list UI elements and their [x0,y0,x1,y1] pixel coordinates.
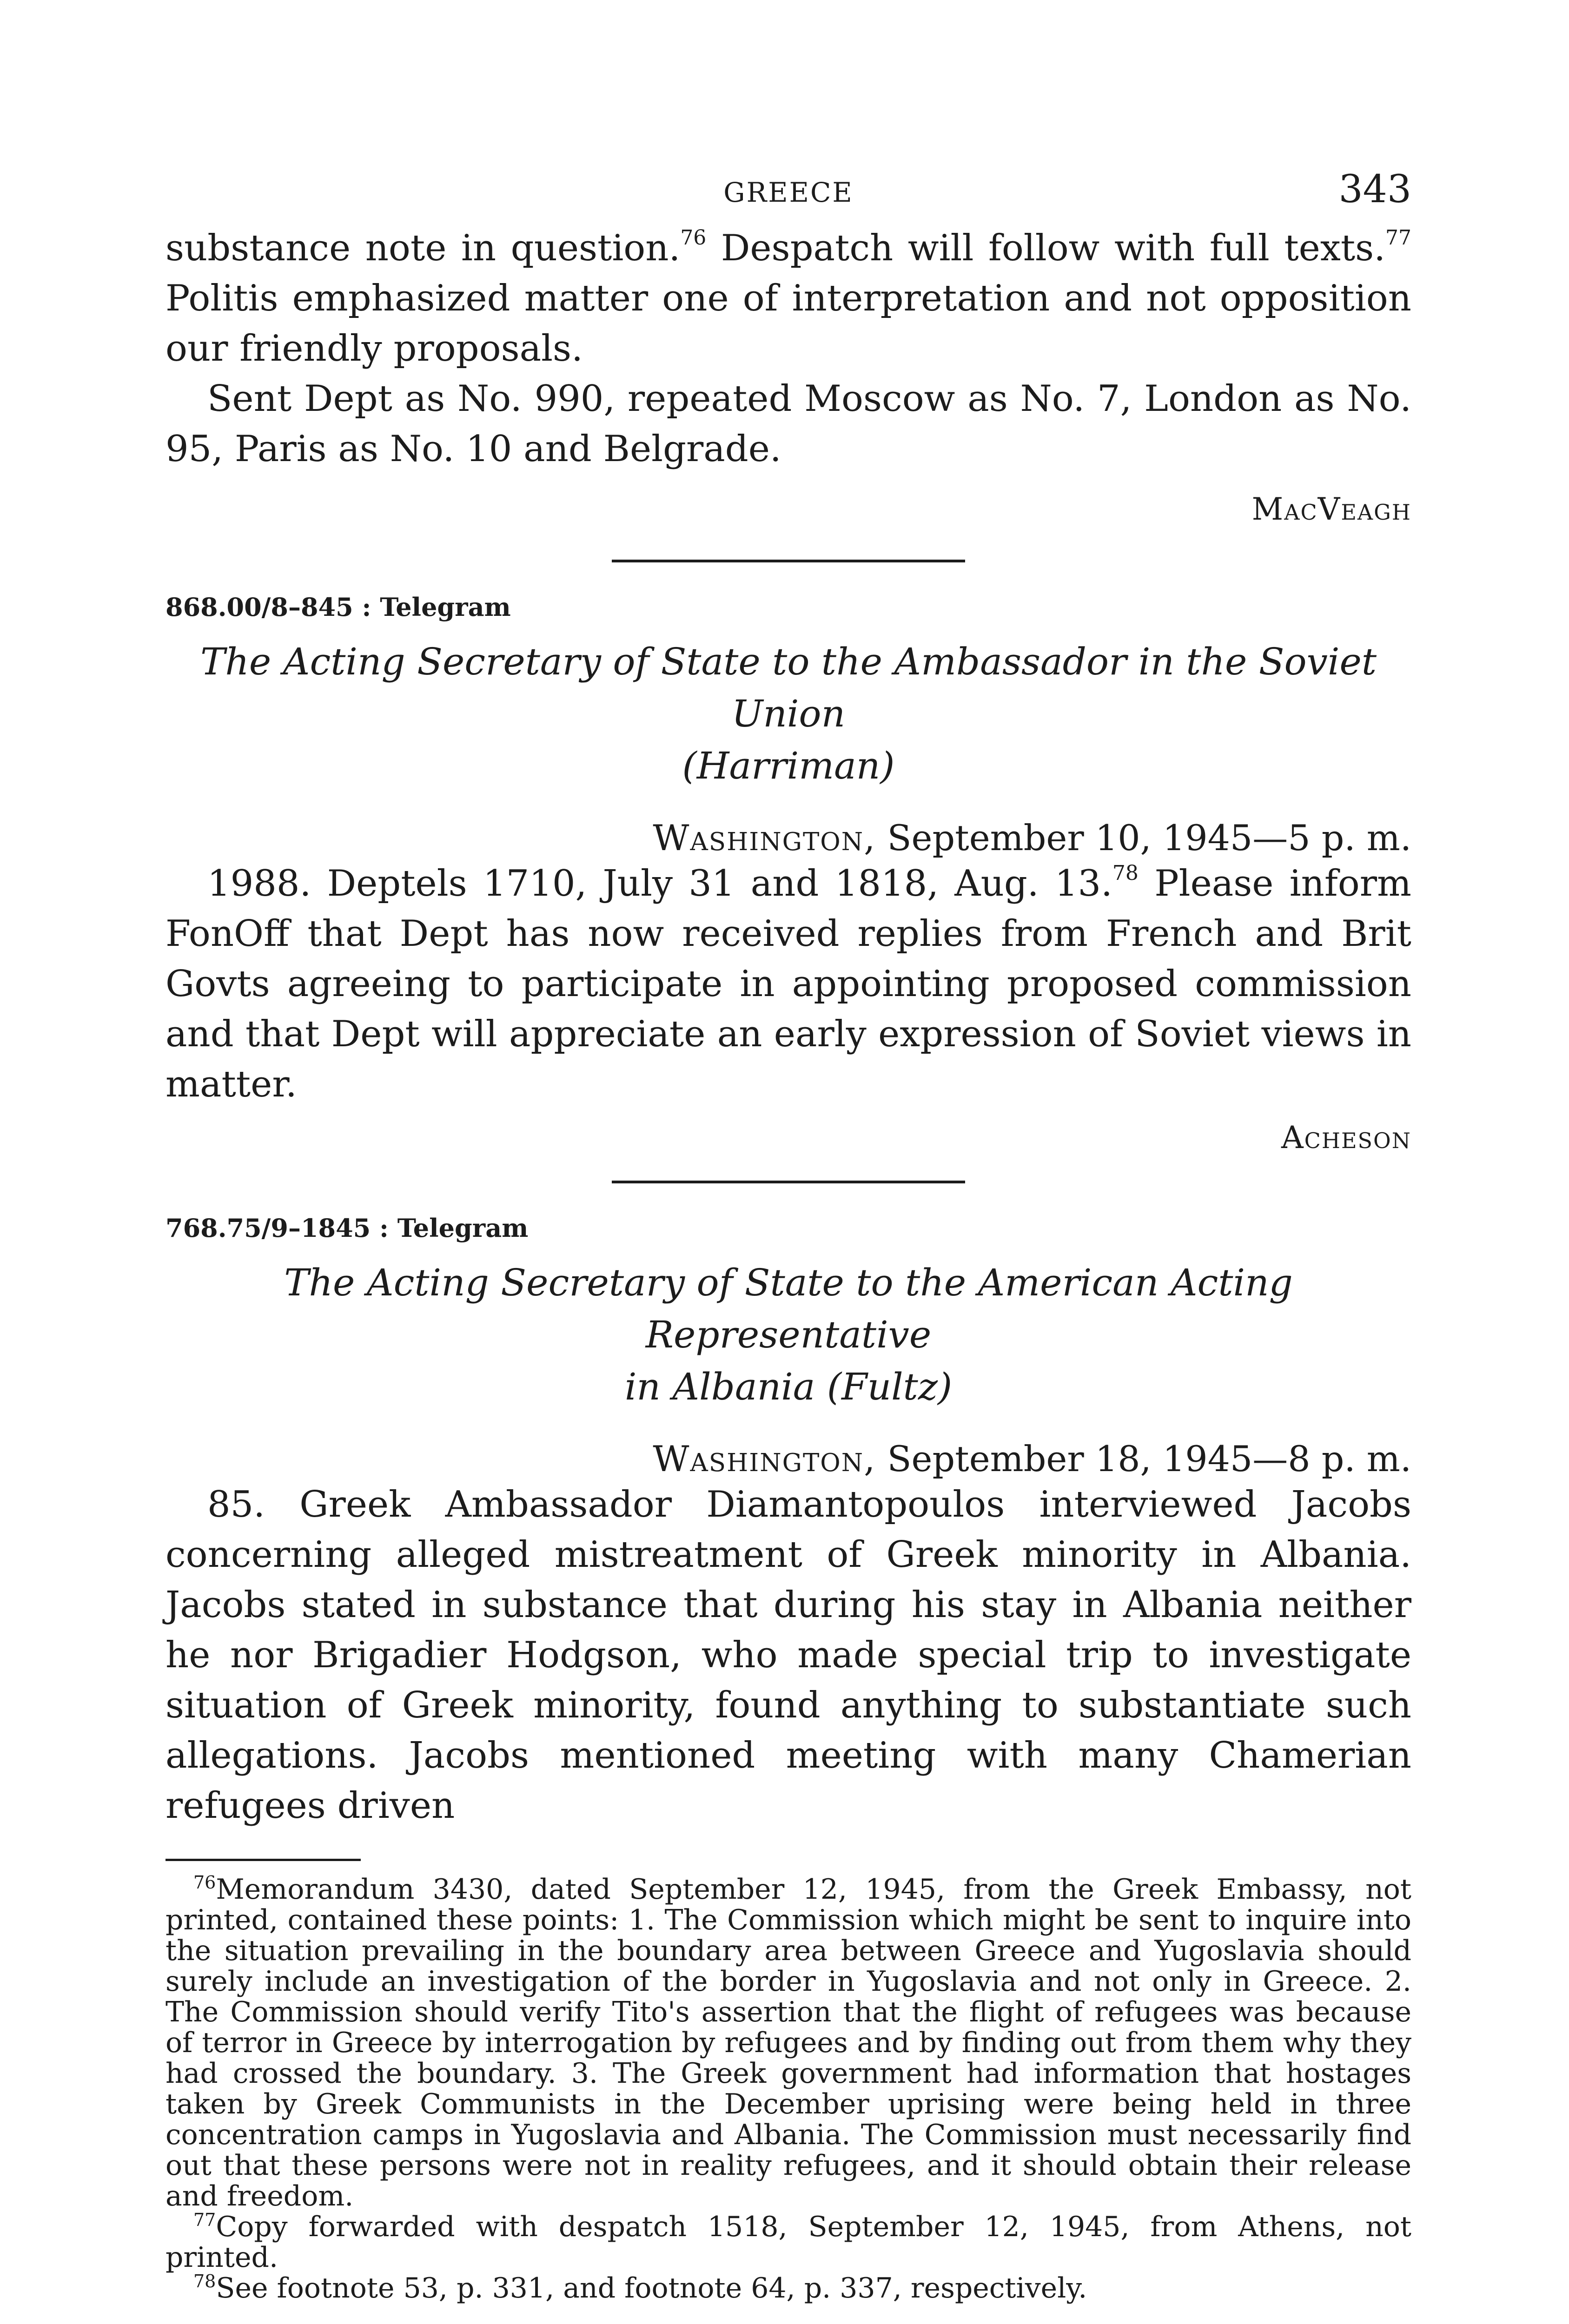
telegram-text: 85. Greek Ambassador Diamantopoulos interviewed Jacobs concerning alleged mistreatment of Greek minority in Albania. Jacobs stated in substance that during his stay in Albania neither he nor Brigadier Hodgson, who made special trip to investigate situation of Greek minority, found anything to substantiate such allegations. Jacobs mentioned meeting with many Chamerian refugees driven [166,1484,1411,1827]
text-run: 1988. Deptels 1710, July 31 and 1818, Aug. 13. [207,863,1112,905]
footnote-text: Memorandum 3430, dated September 12, 1945, from the Greek Embassy, not printed, contained these points: 1. The Commission which might be sent to inquire into the situation prevailing in the boundary area between Greece and Yugoslavia should surely include an investigation of the border in Yugoslavia and not only in Greece. 2. The Commission should verify Tito's assertion that the flight of refugees was because of terror in Greece by interrogation by refugees and by finding out from them why they had crossed the boundary. 3. The Greek government had information that hostages taken by Greek Communists in the December uprising were being held in three concentration camps in Yugoslavia and Albania. The Commission must necessarily find out that these persons were not in reality refugees, and it should obtain their release and freedom. [166,1873,1411,2212]
footnote-76 [166,1874,1411,2212]
section-3-body [166,1479,1411,1831]
dateline-date: September 18, 1945—8 p. m. [876,1438,1411,1479]
footnote-text: See footnote 53, p. 331, and footnote 64, p. 337, respectively. [216,2272,1087,2304]
text-run: Despatch will follow with full texts. [706,227,1385,269]
page-number: 343 [1338,167,1411,211]
section-1-paragraph-1 [166,223,1411,374]
section-divider [612,1181,965,1183]
signature-macveagh: MacVeagh [1251,491,1411,527]
section-1-body [166,223,1411,535]
footnote-ref-76[interactable]: 76 [680,226,707,250]
file-reference: 768.75/9–1845 : Telegram [166,1213,529,1243]
footnotes [166,1874,1411,2304]
dateline [166,817,1411,858]
document-heading-line-1: The Acting Secretary of State to the American Acting Representative [284,1261,1293,1356]
footnote-marker: 77 [193,2210,216,2230]
running-header [166,167,1411,223]
footnote-divider [166,1859,361,1861]
section-divider [612,560,965,562]
dateline-place: Washington, [653,817,876,858]
footnote-ref-78[interactable]: 78 [1112,861,1139,885]
footnote-77 [166,2212,1411,2273]
telegram-text [166,858,1411,1109]
section-1-paragraph-2: Sent Dept as No. 990, repeated Moscow as No. 7, London as No. 95, Paris as No. 10 and Belgrade. [166,378,1411,470]
footnote-marker: 76 [193,1872,216,1893]
document-heading-line-2: (Harriman) [682,744,895,787]
footnote-78 [166,2273,1411,2304]
footnote-ref-77[interactable]: 77 [1385,226,1411,250]
document-heading-line-1: The Acting Secretary of State to the Ambassador in the Soviet Union [200,640,1377,735]
file-reference: 868.00/8–845 : Telegram [166,592,511,622]
section-2-body [166,858,1411,1109]
text-run: Politis emphasized matter one of interpretation and not opposition our friendly proposals. [166,277,1411,370]
document-heading-line-2: in Albania (Fultz) [624,1365,953,1408]
dateline-place: Washington, [653,1438,876,1479]
footnote-marker: 78 [193,2271,216,2291]
section-2 [166,592,1411,1155]
footnote-text: Copy forwarded with despatch 1518, September 12, 1945, from Athens, not printed. [166,2211,1411,2274]
text-run: Please inform FonOff that Dept has now received replies from French and Brit Govts agreeing to participate in appointing proposed commission and that Dept will appreciate an early expression of Soviet views in matter. [166,863,1411,1105]
dateline-date: September 10, 1945—5 p. m. [876,817,1411,858]
header-title: GREECE [723,177,854,208]
section-3 [166,1213,1411,1831]
text-run: substance note in question. [166,227,681,269]
document-page [166,167,1411,2304]
signature-acheson: Acheson [1281,1120,1411,1155]
dateline [166,1438,1411,1479]
